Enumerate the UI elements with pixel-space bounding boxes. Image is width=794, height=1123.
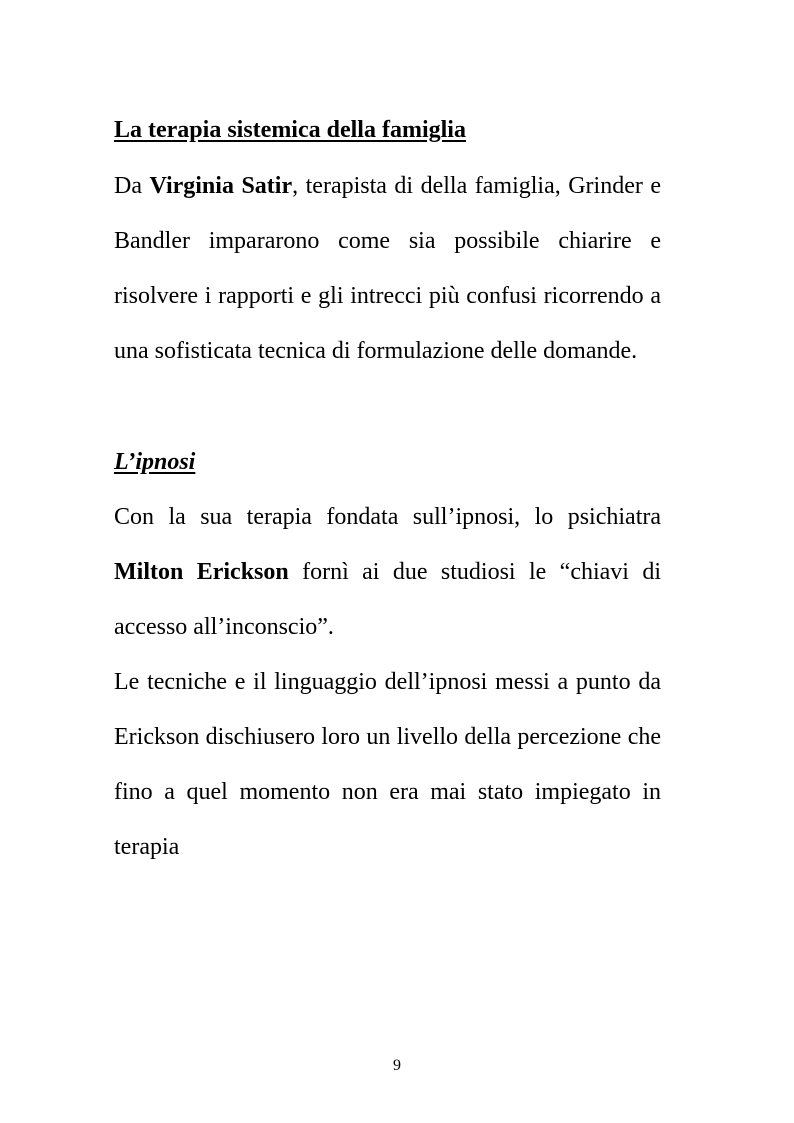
paragraph-line: Con la sua terapia fondata sull’ipnosi, lo psichiatra xyxy=(114,504,661,530)
paragraph-line: una sofisticata tecnica di formulazione delle domande. xyxy=(114,338,638,364)
bold-name-virginia-satir: Virginia Satir xyxy=(149,173,293,199)
text-run: , terapista di della famiglia, Grinder e xyxy=(292,173,662,199)
section-heading-hypnosis xyxy=(114,447,661,477)
paragraph-line xyxy=(114,171,661,201)
paragraph-line: Erickson dischiusero loro un livello della percezione che xyxy=(114,724,661,750)
paragraph-line: risolvere i rapporti e gli intrecci più confusi ricorrendo a xyxy=(114,283,661,309)
section-heading-family-therapy xyxy=(114,115,661,145)
page-number: 9 xyxy=(393,1057,401,1074)
text-run: Da xyxy=(114,173,150,199)
paragraph-line: terapia xyxy=(114,834,180,860)
paragraph-line: Le tecniche e il linguaggio dell’ipnosi messi a punto da xyxy=(114,669,661,695)
section-heading-text: L’ipnosi xyxy=(114,449,196,475)
paragraph-line: fino a quel momento non era mai stato impiegato in xyxy=(114,779,661,805)
paragraph-line: accesso all’inconscio”. xyxy=(114,614,334,640)
bold-name-milton-erickson: Milton Erickson xyxy=(114,559,289,585)
paragraph-line: Bandler impararono come sia possibile chiarire e xyxy=(114,228,661,254)
section-heading-text: La terapia sistemica della famiglia xyxy=(114,117,466,143)
text-run: fornì ai due studiosi le “chiavi di xyxy=(288,559,662,585)
paragraph-line xyxy=(114,557,661,587)
